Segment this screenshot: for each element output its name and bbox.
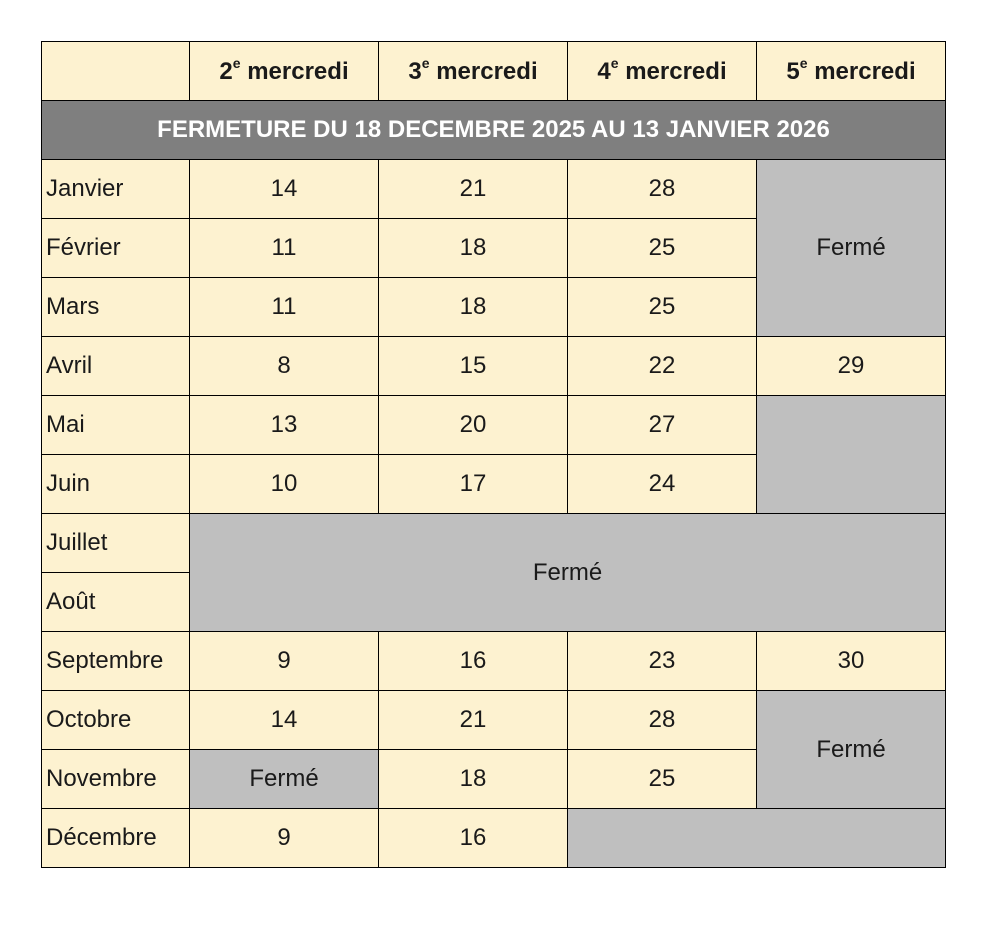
date-cell: 29 (757, 337, 946, 396)
date-cell: 15 (379, 337, 568, 396)
date-cell: 18 (379, 219, 568, 278)
date-cell: 28 (568, 160, 757, 219)
month-row-septembre (42, 632, 946, 691)
month-label: Mai (42, 396, 190, 455)
date-cell: 10 (190, 455, 379, 514)
closed-cell-blank (757, 396, 946, 514)
schedule-table (41, 41, 946, 868)
date-cell: 14 (190, 160, 379, 219)
month-label: Février (42, 219, 190, 278)
month-row-janvier (42, 160, 946, 219)
date-cell: 16 (379, 809, 568, 868)
date-cell: 18 (379, 750, 568, 809)
month-label: Novembre (42, 750, 190, 809)
header-3e-mercredi: 3e mercredi (379, 42, 568, 101)
date-cell: 23 (568, 632, 757, 691)
date-cell: 22 (568, 337, 757, 396)
date-cell: 25 (568, 750, 757, 809)
date-cell: 30 (757, 632, 946, 691)
month-label: Décembre (42, 809, 190, 868)
month-label: Juillet (42, 514, 190, 573)
date-cell: 17 (379, 455, 568, 514)
month-row-juillet (42, 514, 946, 573)
month-row-avril (42, 337, 946, 396)
date-cell: 11 (190, 278, 379, 337)
month-row-octobre (42, 691, 946, 750)
month-row-decembre (42, 809, 946, 868)
date-cell: 24 (568, 455, 757, 514)
closed-cell: Fermé (757, 160, 946, 337)
date-cell: 18 (379, 278, 568, 337)
header-4e-mercredi: 4e mercredi (568, 42, 757, 101)
date-cell: 16 (379, 632, 568, 691)
closed-cell-blank (568, 809, 946, 868)
header-5e-mercredi: 5e mercredi (757, 42, 946, 101)
header-2e-mercredi: 2e mercredi (190, 42, 379, 101)
month-row-mai (42, 396, 946, 455)
month-label: Août (42, 573, 190, 632)
month-label: Mars (42, 278, 190, 337)
closed-cell: Fermé (190, 750, 379, 809)
closure-banner: FERMETURE DU 18 DECEMBRE 2025 AU 13 JANVIER 2026 (42, 101, 946, 160)
date-cell: 9 (190, 632, 379, 691)
month-label: Juin (42, 455, 190, 514)
date-cell: 25 (568, 219, 757, 278)
date-cell: 8 (190, 337, 379, 396)
month-label: Septembre (42, 632, 190, 691)
date-cell: 9 (190, 809, 379, 868)
date-cell: 21 (379, 691, 568, 750)
date-cell: 11 (190, 219, 379, 278)
date-cell: 27 (568, 396, 757, 455)
month-label: Octobre (42, 691, 190, 750)
banner-row (42, 101, 946, 160)
month-label: Avril (42, 337, 190, 396)
closed-cell: Fermé (757, 691, 946, 809)
date-cell: 25 (568, 278, 757, 337)
date-cell: 21 (379, 160, 568, 219)
closed-cell-summer: Fermé (190, 514, 946, 632)
date-cell: 13 (190, 396, 379, 455)
header-row (42, 42, 946, 101)
date-cell: 28 (568, 691, 757, 750)
date-cell: 14 (190, 691, 379, 750)
date-cell: 20 (379, 396, 568, 455)
header-corner-cell (42, 42, 190, 101)
month-label: Janvier (42, 160, 190, 219)
